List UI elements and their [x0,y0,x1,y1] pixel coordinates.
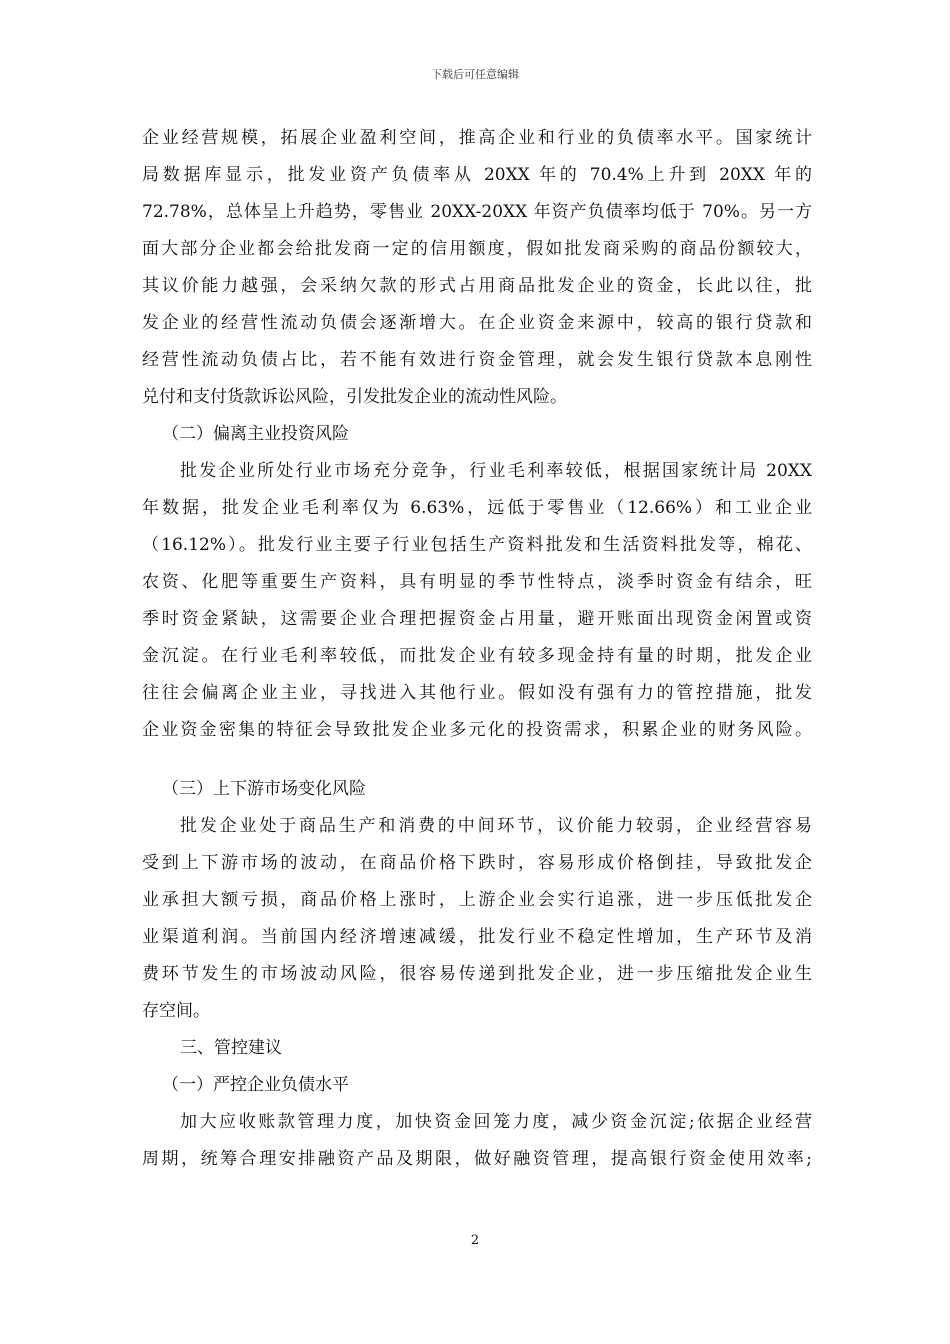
text-line: 兑付和支付货款诉讼风险，引发批发企业的流动性风险。 [142,387,567,407]
text-line: 受到上下游市场的波动，在商品价格下跌时，容易形成价格倒挂，导致批发企 [142,853,812,873]
text-line: 金沉淀。在行业毛利率较低，而批发企业有较多现金持有量的时期，批发企业 [142,646,812,666]
text-line: 费环节发生的市场波动风险，很容易传递到批发企业，进一步压缩批发企业生 [142,964,812,984]
paragraph-spacer [142,749,812,771]
text-line: 发企业的经营性流动负债会逐渐增大。在企业资金来源中，较高的银行贷款和 [142,313,812,333]
text-line: 年数据，批发企业毛利率仅为 6.63%，远低于零售业（12.66%）和工业企业 [142,498,812,518]
text-line: 业承担大额亏损，商品价格上涨时，上游企业会实行追涨，进一步压低批发企 [142,890,812,910]
text-line: 经营性流动负债占比，若不能有效进行资金管理，就会发生银行贷款本息刚性 [142,350,812,370]
text-line: 企业经营规模，拓展企业盈利空间，推高企业和行业的负债率水平。国家统计 [142,128,812,148]
text-line: 企业资金密集的特征会导致批发企业多元化的投资需求，积累企业的财务风险。 [142,720,812,740]
paragraph-debt-control [142,1104,812,1178]
paragraph-leverage-risk [142,120,812,416]
page-header: 下载后可任意编辑 [431,68,519,81]
section-heading: （二）偏离主业投资风险 [162,424,349,444]
text-line: 业渠道利润。当前国内经济增速减缓，批发行业不稳定性增加，生产环节及消 [142,927,812,947]
text-line: 面大部分企业都会给批发商一定的信用额度，假如批发商采购的商品份额较大， [142,239,812,259]
text-line: 其议价能力越强，会采纳欠款的形式占用商品批发企业的资金，长此以往，批 [142,276,812,296]
text-line: 72.78%，总体呈上升趋势，零售业 20XX-20XX 年资产负债率均低于 70%。另一方 [142,202,812,222]
section-heading: （三）上下游市场变化风险 [162,779,366,799]
text-line: 往往会偏离企业主业，寻找进入其他行业。假如没有强有力的管控措施，批发 [142,683,812,703]
paragraph-market-risk [142,808,812,1030]
page-number: 2 [470,1233,480,1248]
text-line: 批发企业处于商品生产和消费的中间环节，议价能力较弱，企业经营容易 [180,816,812,836]
document-body [142,120,812,1178]
section-heading: （一）严控企业负债水平 [162,1075,349,1095]
paragraph-diversification-risk [142,453,812,749]
text-line: 周期，统筹合理安排融资产品及期限，做好融资管理，提高银行资金使用效率; [142,1149,812,1169]
text-line: 加大应收账款管理力度，加快资金回笼力度，减少资金沉淀;依据企业经营 [180,1112,812,1132]
text-line: （16.12%）。批发行业主要子行业包括生产资料批发和生活资料批发等，棉花、 [142,535,812,555]
text-line: 季时资金紧缺，这需要企业合理把握资金占用量，避开账面出现资金闲置或资 [142,609,812,629]
text-line: 批发企业所处行业市场充分竞争，行业毛利率较低，根据国家统计局 20XX [180,461,812,481]
text-line: 农资、化肥等重要生产资料，具有明显的季节性特点，淡季时资金有结余，旺 [142,572,812,592]
chapter-heading: 三、管控建议 [180,1038,282,1058]
text-line: 局数据库显示，批发业资产负债率从 20XX 年的 70.4%上升到 20XX 年的 [142,165,812,185]
text-line: 存空间。 [142,1001,210,1021]
